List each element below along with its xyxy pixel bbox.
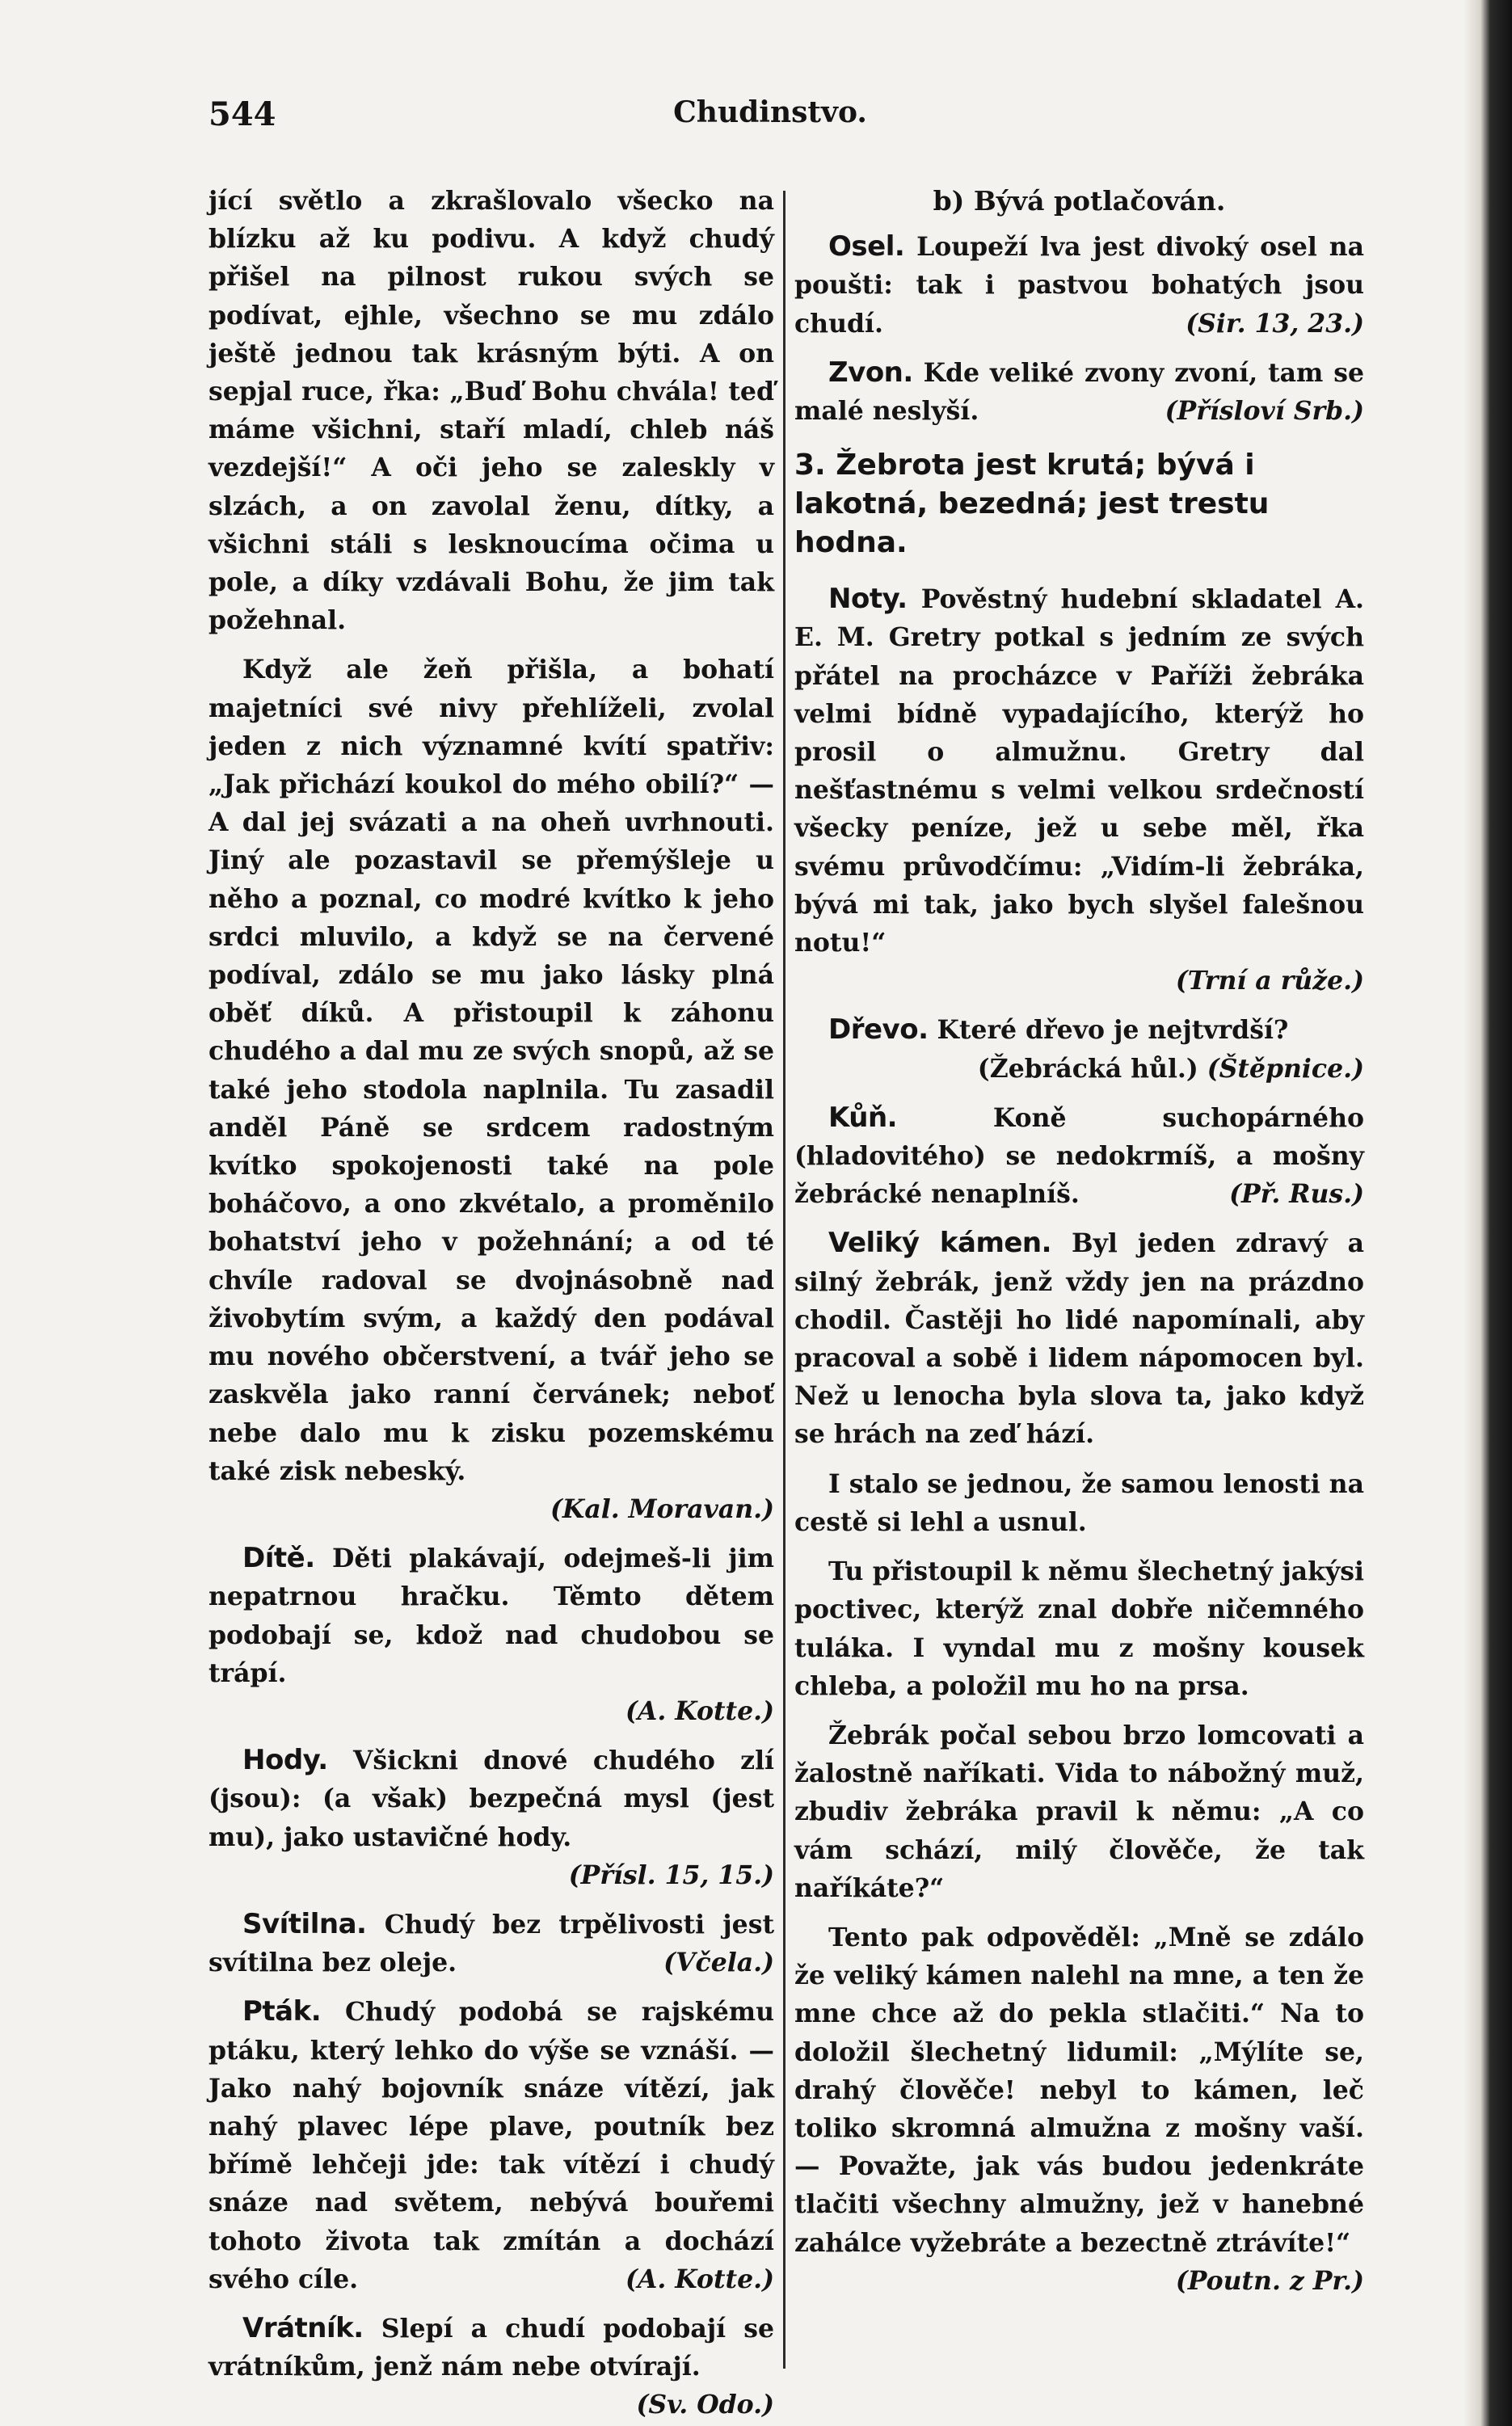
entry-text: Chudý bez trpělivosti jest svítilna bez oleje. — [208, 1909, 774, 1978]
entry-kamen — [794, 1224, 1364, 1453]
entry-text: Byl jeden zdravý a silný žebrák, jenž vždy jen na prázdno chodil. Častěji ho lidé napomínali, aby pracoval a sobě i lidem nápomocen byl. Než u lenocha byla slova ta, jako když se hrách na zeď hází. — [794, 1228, 1365, 1450]
entry-text: Loupeží lva jest divoký osel na poušti: tak i pastvou bohatých jsou chudí. — [794, 232, 1365, 339]
book-spine-shadow — [1464, 0, 1512, 2426]
citation: (Trní a růže.) — [1175, 966, 1364, 996]
citation: (Štěpnice.) — [1207, 1053, 1364, 1084]
right-column — [794, 182, 1364, 2300]
entry-heading: Kůň. — [828, 1101, 898, 1134]
entry-drevo — [794, 1011, 1364, 1049]
answer-line — [794, 1050, 1364, 1088]
column-divider — [783, 191, 785, 2369]
citation: (Př. Rus.) — [1229, 1179, 1364, 1210]
running-head: Chudinstvo. — [673, 95, 867, 129]
citation: (Sv. Odo.) — [636, 2390, 774, 2420]
entry-heading: Dřevo. — [828, 1013, 929, 1047]
left-column — [208, 182, 774, 2424]
entry-text: Všickni dnové chudého zlí (jsou): (a však) bezpečná mysl (jest mu), jako ustavičné hody. — [208, 1746, 774, 1852]
entry-text: Které dřevo je nejtvrdší? — [937, 1015, 1289, 1046]
entry-heading: Hody. — [242, 1744, 328, 1777]
citation: (Sir. 13, 23.) — [1186, 308, 1364, 339]
section-heading: 3. Žebrota jest krutá; bývá i lakotná, bezedná; jest trestu hodna. — [794, 449, 1270, 560]
page-header — [208, 95, 1332, 144]
entry-text: Chudý podobá se rajskému ptáku, který lehko do výše se vznáší. — Jako nahý bojovník snáze vítězí, jak nahý plavec lépe plave, poutník bez břímě lehčeji jde: tak vítězí i chudý snáze nad světem, nebývá bouřemi tohoto života tak zmítán a dochází svého cíle. — [208, 1997, 774, 2294]
paragraph: Žebrák počal sebou brzo lomcovati a žalostně naříkati. Vida to nábožný muž, zbudiv žebráka pravil k němu: „A co vám schází, milý člověče, že tak naříkáte?“ — [794, 1720, 1364, 1903]
citation: (A. Kotte.) — [625, 2264, 774, 2294]
paragraph: Tento pak odpověděl: „Mně se zdálo že veliký kámen nalehl na mne, a ten že mne chce až do pekla stlačiti.“ Na to doložil šlechetný lidumil: „Mýlíte se, drahý člověče! nebyl to kámen, leč toliko skromná almužna z mošny vaší. — Považte, jak vás budou jedenkráte tlačiti všechny almužny, jež v hanebné zahálce vyžebráte a bezectně ztrávíte!“ — [794, 1922, 1364, 2258]
entry-osel — [794, 228, 1364, 343]
citation: (Poutn. z Pr.) — [1175, 2265, 1364, 2296]
entry-dite — [208, 1539, 774, 1692]
paragraph: Když ale žeň přišla, a bohatí majetníci své nivy přehlíželi, zvolal jeden z nich významné kvítí spatřiv: „Jak přichází koukol do mého obilí?“ — A dal jej svázati a na oheň uvrhnouti. Jiný ale pozastavil se přemýšleje u něho a poznal, co modré kvítko k jeho srdci mluvilo, a když se na červené podíval, zdálo se mu jako lásky plná oběť díků. A přistoupil k záhonu chudého a dal mu ze svých snopů, až se také jeho stodola naplnila. Tu zasadil anděl Páně se srdcem radostným kvítko spokojenosti také na pole boháčovo, a ono zkvétalo, a proměnilo bohatství jeho v požehnání; a od té chvíle radoval se dvojnásobně nad živobytím svým, a každý den podával mu nového občerstvení, a tvář jeho se zaskvěla jako ranní červánek; neboť nebe dalo mu k zisku pozemskému také zisk nebeský. — [208, 655, 774, 1486]
entry-text: Děti plakávají, odejmeš-li jim nepatrnou hračku. Těmto dětem podobají se, kdož nad chudobou se trápí. — [208, 1544, 774, 1688]
entry-text: Kde veliké zvony zvoní, tam se malé neslyší. — [794, 357, 1365, 427]
paragraph: I stalo se jednou, že samou lenosti na cestě si lehl a usnul. — [794, 1468, 1364, 1537]
entry-heading: Svítilna. — [242, 1907, 367, 1940]
entry-kun — [794, 1099, 1364, 1214]
entry-text: Koně suchopárného (hladovitého) se nedokrmíš, a mošny žebrácké nenaplníš. — [794, 1102, 1364, 1210]
entry-heading: Zvon. — [828, 356, 913, 389]
entry-noty — [794, 580, 1364, 962]
citation: (Přísl. 15, 15.) — [568, 1860, 774, 1890]
citation: (A. Kotte.) — [625, 1695, 774, 1726]
riddle-answer: (Žebrácká hůl.) — [977, 1053, 1198, 1084]
entry-zvon — [794, 354, 1364, 430]
entry-svitilna — [208, 1906, 774, 1982]
paragraph: Tu přistoupil k němu šlechetný jakýsi poctivec, kterýž znal dobře ničemného tuláka. I vyndal mu z mošny kousek chleba, a položil mu ho na prsa. — [794, 1556, 1364, 1701]
entry-heading: Vrátník. — [242, 2311, 364, 2344]
entry-heading: Veliký kámen. — [828, 1227, 1052, 1260]
citation: (Včela.) — [663, 1948, 774, 1978]
paragraph: jící světlo a zkrašlovalo všecko na blízku až ku podivu. A když chudý přišel na pilnost rukou svých se podívat, ejhle, všechno se mu zdálo ještě jednou tak krásným býti. A on sepjal ruce, řka: „Buď Bohu chvála! teď máme všichni, staří mladí, chleb náš vezdejší!“ A oči jeho se zaleskly v slzách, a on zavolal ženu, dítky, a všichni stáli s lesknoucíma očima u pole, a díky vzdávali Bohu, že jim tak požehnal. — [208, 186, 774, 636]
entry-heading: Osel. — [828, 230, 905, 263]
entry-vratnik — [208, 2310, 774, 2386]
entry-heading: Pták. — [242, 1995, 322, 2028]
citation: (Kal. Moravan.) — [550, 1493, 774, 1524]
entry-heading: Noty. — [828, 583, 908, 616]
entry-text: Slepí a chudí podobají se vrátníkům, jenž nám nebe otvírají. — [208, 2313, 774, 2382]
entry-ptak — [208, 1993, 774, 2298]
entry-hody — [208, 1742, 774, 1856]
entry-text: Pověstný hudební skladatel A. E. M. Gretry potkal s jedním ze svých přátel na procházce v Paříži žebráka velmi bídně vypadajícího, kterýž ho prosil o almužnu. Gretry dal nešťastnému s velmi velkou srdečností všecky peníze, jež u sebe měl, řka svému průvodčímu: „Vidím-li žebráka, bývá mi tak, jako bych slyšel falešnou notu!“ — [794, 584, 1364, 958]
subsection-heading: b) Bývá potlačován. — [933, 185, 1226, 217]
citation: (Přísloví Srb.) — [1165, 396, 1364, 427]
page-number: 544 — [208, 95, 276, 133]
entry-heading: Dítě. — [242, 1542, 315, 1575]
